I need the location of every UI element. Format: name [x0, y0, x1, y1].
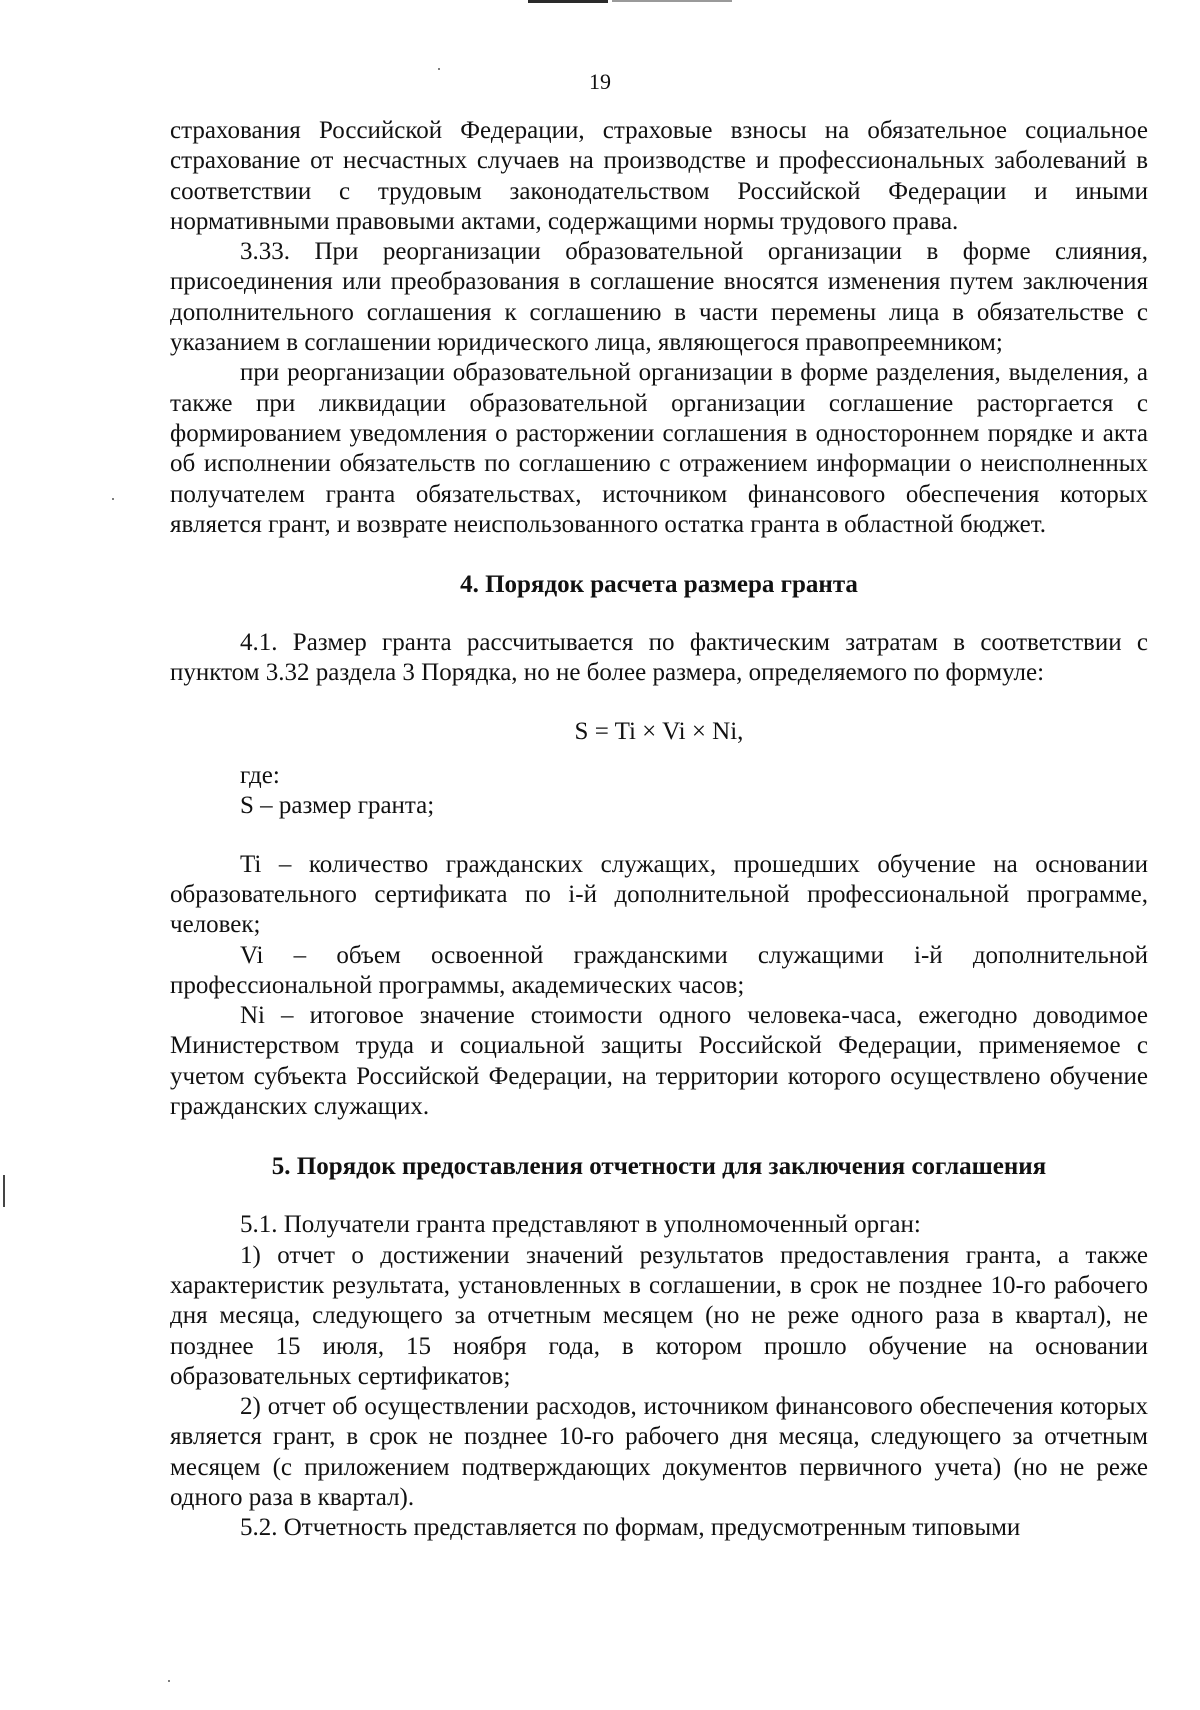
scan-artifact-line [612, 0, 732, 2]
scan-speck [112, 498, 114, 500]
scan-artifact-line [528, 0, 608, 3]
page-number: 19 [589, 69, 611, 94]
formula-ti-definition: Ti – количество гражданских служащих, прошедших обучение на основании образовательного сертификата по i-й дополнительной профессиональной программе, человек; [170, 850, 1148, 939]
paragraph-4-1: 4.1. Размер гранта рассчитывается по фактическим затратам в соответствии с пунктом 3.32 раздела 3 Порядка, но не более размера, определяемого по формуле: [170, 629, 1148, 687]
paragraph-5-1: 5.1. Получатели гранта представляют в уполномоченный орган: [240, 1211, 921, 1239]
section-4-heading: 4. Порядок расчета размера гранта [460, 571, 858, 599]
grant-formula: S = Ti × Vi × Ni, [574, 717, 744, 745]
paragraph-3-33: 3.33. При реорганизации образовательной организации в форме слияния, присоединения или преобразования в соглашение вносятся изменения путем заключения дополнительного соглашения к соглашению в части перемены лица в обязательстве с указанием в соглашении юридического лица, являющегося правопреемником; [170, 238, 1148, 357]
scan-edge-mark [3, 1175, 5, 1207]
paragraph-5-2: 5.2. Отчетность представляется по формам, предусмотренным типовыми [240, 1514, 1021, 1542]
paragraph: страхования Российской Федерации, страховые взносы на обязательное социальное страхование от несчастных случаев на производстве и профессиональных заболеваний в соответствии с трудовым законодательством Российской Федерации и иными нормативными правовыми актами, содержащими нормы трудового права. [170, 117, 1148, 235]
section-5-heading: 5. Порядок предоставления отчетности для заключения соглашения [271, 1153, 1047, 1181]
document-body [170, 116, 1148, 1544]
list-item-report-results: 1) отчет о достижении значений результатов предоставления гранта, а также характеристик результата, установленных в соглашении, в срок не позднее 10-го рабочего дня месяца, следующего за отчетным месяцем (но не реже одного раза в квартал), не позднее 15 июля, 15 ноября года, в котором прошло обучение на основании образовательных сертификатов; [170, 1241, 1148, 1390]
formula-ni-definition: Ni – итоговое значение стоимости одного человека-часа, ежегодно доводимое Министерством труда и социальной защиты Российской Федерации, применяемое с учетом субъекта Российской Федерации, на территории которого осуществлено обучение гражданских служащих. [170, 1002, 1148, 1121]
formula-s-definition: S – размер гранта; [240, 792, 435, 820]
paragraph: при реорганизации образовательной организации в форме разделения, выделения, а также при ликвидации образовательной организации соглашение расторгается с формированием уведомления о расторжении соглашения в одностороннем порядке и акта об исполнении обязательств по соглашению с отражением информации о неисполненных получателем гранта обязательствах, источником финансового обеспечения которых является грант, и возврате неиспользованного остатка гранта в областной бюджет. [170, 359, 1148, 538]
formula-vi-definition: Vi – объем освоенной гражданскими служащими i-й дополнительной профессиональной программы, академических часов; [170, 941, 1148, 999]
scan-speck [168, 1680, 170, 1682]
list-item-report-expenses: 2) отчет об осуществлении расходов, источником финансового обеспечения которых является грант, в срок не позднее 10-го рабочего дня месяца, следующего за отчетным месяцем (с приложением подтверждающих документов первичного учета) (но не реже одного раза в квартал). [170, 1393, 1148, 1511]
formula-where-label: где: [240, 762, 280, 790]
